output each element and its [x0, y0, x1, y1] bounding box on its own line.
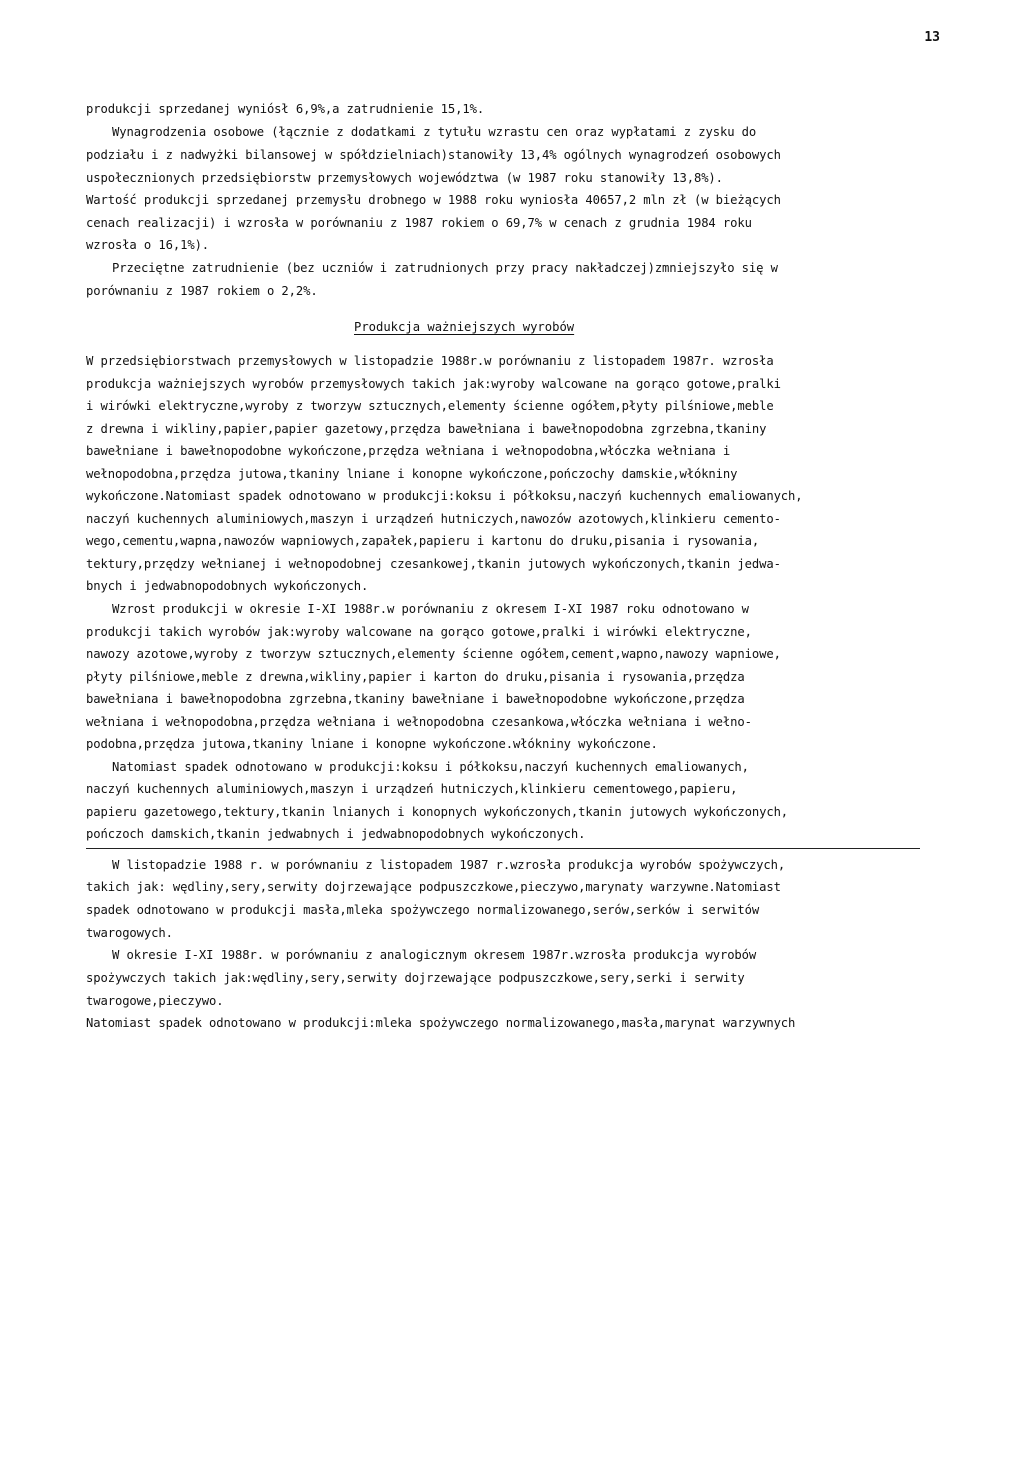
text-line: produkcja ważniejszych wyrobów przemysłowych takich jak:wyroby walcowane na gorąco gotowe,pralki	[86, 377, 781, 391]
text-line: podziału i z nadwyżki bilansowej w spółdzielniach)stanowiły 13,4% ogólnych wynagrodzeń osobowych	[86, 148, 781, 162]
section-heading: Produkcja ważniejszych wyrobów	[354, 320, 575, 334]
text-line: naczyń kuchennych aluminiowych,maszyn i urządzeń hutniczych,klinkieru cementowego,papieru,	[86, 782, 738, 796]
text-line: produkcji sprzedanej wyniósł 6,9%,a zatrudnienie 15,1%.	[86, 102, 485, 116]
text-line: bawełniana i bawełnopodobna zgrzebna,tkaniny bawełniane i bawełnopodobne wykończone,przędza	[86, 692, 745, 706]
text-line: papieru gazetowego,tektury,tkanin lnianych i konopnych wykończonych,tkanin jutowych wykończonych,	[86, 805, 789, 819]
text-line: Przeciętne zatrudnienie (bez uczniów i zatrudnionych przy pracy nakładczej)zmniejszyło się w	[112, 261, 778, 275]
text-line: takich jak: wędliny,sery,serwity dojrzewające podpuszczkowe,pieczywo,marynaty warzywne.Natomiast	[86, 880, 781, 894]
text-line: nawozy azotowe,wyroby z tworzyw sztucznych,elementy ścienne ogółem,cement,wapno,nawozy wapniowe,	[86, 647, 781, 661]
text-line: i wirówki elektryczne,wyroby z tworzyw sztucznych,elementy ścienne ogółem,płyty pilśniowe,meble	[86, 399, 774, 413]
text-line: Natomiast spadek odnotowano w produkcji:koksu i półkoksu,naczyń kuchennych emaliowanych,	[112, 760, 749, 774]
text-line: W listopadzie 1988 r. w porównaniu z listopadem 1987 r.wzrosła produkcja wyrobów spożywczych,	[112, 858, 786, 872]
text-line: płyty pilśniowe,meble z drewna,wikliny,papier i karton do druku,pisania i rysowania,przędza	[86, 670, 745, 684]
text-line: W przedsiębiorstwach przemysłowych w listopadzie 1988r.w porównaniu z listopadem 1987r. wzrosła	[86, 354, 774, 368]
text-line: wzrosła o 16,1%).	[86, 238, 210, 252]
text-line: naczyń kuchennych aluminiowych,maszyn i urządzeń hutniczych,nawozów azotowych,klinkieru cemento-	[86, 512, 781, 526]
text-line: spożywczych takich jak:wędliny,sery,serwity dojrzewające podpuszczkowe,sery,serki i serwity	[86, 971, 745, 985]
text-line: Wartość produkcji sprzedanej przemysłu drobnego w 1988 roku wyniosła 40657,2 mln zł (w bieżących	[86, 193, 781, 207]
text-line: bawełniane i bawełnopodobne wykończone,przędza wełniana i wełnopodobna,włóczka wełniana i	[86, 444, 731, 458]
text-line: Natomiast spadek odnotowano w produkcji:mleka spożywczego normalizowanego,masła,marynat warzywnych	[86, 1016, 796, 1030]
separator-rule	[86, 848, 920, 849]
text-line: tektury,przędzy wełnianej i wełnopodobnej czesankowej,tkanin jutowych wykończonych,tkanin jedwa-	[86, 557, 781, 571]
text-line: wykończone.Natomiast spadek odnotowano w produkcji:koksu i półkoksu,naczyń kuchennych emaliowanych,	[86, 489, 803, 503]
text-line: W okresie I-XI 1988r. w porównaniu z analogicznym okresem 1987r.wzrosła produkcja wyrobów	[112, 948, 757, 962]
text-line: z drewna i wikliny,papier,papier gazetowy,przędza bawełniana i bawełnopodobna zgrzebna,tkaniny	[86, 422, 767, 436]
text-line: cenach realizacji) i wzrosła w porównaniu z 1987 rokiem o 69,7% w cenach z grudnia 1984 roku	[86, 216, 752, 230]
text-line: uspołecznionych przedsiębiorstw przemysłowych województwa (w 1987 roku stanowiły 13,8%).	[86, 171, 723, 185]
text-line: twarogowe,pieczywo.	[86, 994, 224, 1008]
text-line: produkcji takich wyrobów jak:wyroby walcowane na gorąco gotowe,pralki i wirówki elektryczne,	[86, 625, 752, 639]
text-line: twarogowych.	[86, 926, 173, 940]
page-number: 13	[924, 30, 940, 45]
text-line: Wzrost produkcji w okresie I-XI 1988r.w porównaniu z okresem I-XI 1987 roku odnotowano w	[112, 602, 749, 616]
text-line: pończoch damskich,tkanin jedwabnych i jedwabnopodobnych wykończonych.	[86, 827, 586, 841]
text-line: wełnopodobna,przędza jutowa,tkaniny lniane i konopne wykończone,pończochy damskie,włókniny	[86, 467, 738, 481]
text-line: podobna,przędza jutowa,tkaniny lniane i konopne wykończone.włókniny wykończone.	[86, 737, 658, 751]
text-line: wełniana i wełnopodobna,przędza wełniana i wełnopodobna czesankowa,włóczka wełniana i wełno-	[86, 715, 752, 729]
text-line: porównaniu z 1987 rokiem o 2,2%.	[86, 284, 318, 298]
text-line: wego,cementu,wapna,nawozów wapniowych,zapałek,papieru i kartonu do druku,pisania i rysowania,	[86, 534, 760, 548]
text-line: Wynagrodzenia osobowe (łącznie z dodatkami z tytułu wzrastu cen oraz wypłatami z zysku do	[112, 125, 757, 139]
text-line: spadek odnotowano w produkcji masła,mleka spożywczego normalizowanego,serów,serków i serwitów	[86, 903, 760, 917]
text-line: bnych i jedwabnopodobnych wykończonych.	[86, 579, 369, 593]
